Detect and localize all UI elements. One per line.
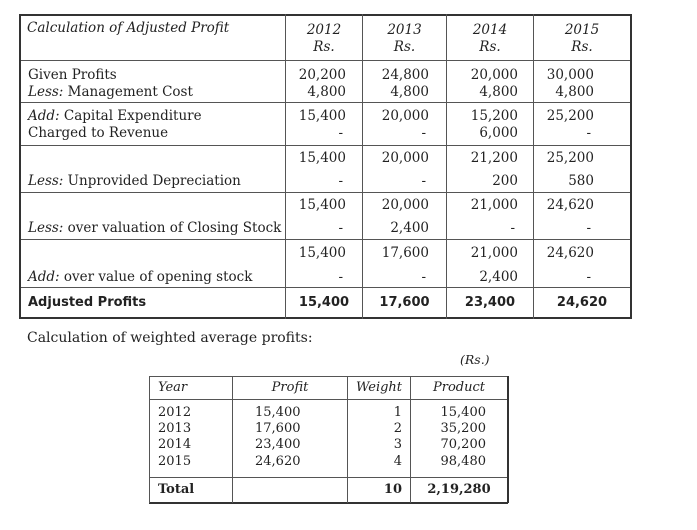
cell: - <box>586 269 591 285</box>
cell-product: 98,480 <box>440 454 486 469</box>
cell: 15,400 <box>298 295 350 310</box>
cell: 21,000 <box>470 245 518 261</box>
cell: 23,400 <box>464 295 516 310</box>
cell-weight: 4 <box>393 454 402 469</box>
cell: - <box>338 125 343 141</box>
cell: 24,620 <box>546 197 594 213</box>
row-label-charged-to-revenue: Charged to Revenue <box>28 125 169 141</box>
cell: 20,000 <box>470 67 518 83</box>
cell-year: 2014 <box>158 437 192 452</box>
cell: 15,400 <box>298 150 346 166</box>
row-label-capital-expenditure <box>28 108 202 124</box>
col-unit: Rs. <box>393 39 416 55</box>
cell: - <box>421 269 426 285</box>
cell-product: 35,200 <box>440 421 486 436</box>
cell-year: 2015 <box>158 454 192 469</box>
cell: 2,400 <box>479 269 518 285</box>
row-label-opening-stock <box>28 269 252 285</box>
col-unit: Rs. <box>313 39 335 55</box>
label-text: over valuation of Closing Stock <box>63 220 282 236</box>
cell-weight: 1 <box>393 405 402 420</box>
cell: 24,620 <box>556 295 608 310</box>
col-year-2012: 2012 <box>306 22 342 38</box>
row-label-unprovided-depreciation <box>28 173 241 189</box>
label-text: over value of opening stock <box>59 269 253 285</box>
cell: - <box>586 220 591 236</box>
cell: 4,800 <box>555 84 594 100</box>
total-label: Total <box>158 482 195 497</box>
total-product: 2,19,280 <box>427 482 491 497</box>
cell-year: 2012 <box>158 405 192 420</box>
row-label-management-cost <box>28 84 193 100</box>
total-weight: 10 <box>383 482 402 497</box>
cell: - <box>338 269 343 285</box>
table-title: Calculation of Adjusted Profit <box>27 20 230 36</box>
label-prefix: Less: <box>28 84 64 100</box>
cell: 200 <box>492 173 518 189</box>
label-text: Capital Expenditure <box>59 108 202 124</box>
cell: 6,000 <box>479 125 518 141</box>
cell: 30,000 <box>546 67 594 83</box>
cell-profit: 15,400 <box>255 405 301 420</box>
col-unit: Rs. <box>479 39 501 55</box>
col-header-year: Year <box>158 380 188 395</box>
cell: 20,000 <box>381 197 429 213</box>
cell: - <box>338 173 343 189</box>
cell: - <box>586 125 591 141</box>
cell: - <box>421 173 426 189</box>
cell: 17,600 <box>379 295 430 310</box>
row-label-given-profits: Given Profits <box>28 67 117 83</box>
cell-profit: 23,400 <box>255 437 301 452</box>
label-text: Unprovided Depreciation <box>63 173 241 189</box>
label-prefix: Less: <box>28 220 64 236</box>
col-year-2014: 2014 <box>472 22 508 38</box>
label-prefix: Add: <box>28 108 60 124</box>
weighted-unit-label: (Rs.) <box>460 352 490 367</box>
col-header-product: Product <box>433 380 485 395</box>
col-header-weight: Weight <box>355 380 403 395</box>
cell: 2,400 <box>390 220 429 236</box>
cell: - <box>421 125 426 141</box>
cell: 25,200 <box>546 108 594 124</box>
cell-profit: 17,600 <box>255 421 301 436</box>
cell: 15,400 <box>298 197 346 213</box>
cell-year: 2013 <box>158 421 192 436</box>
cell: 25,200 <box>546 150 594 166</box>
label-text: Management Cost <box>63 84 193 100</box>
row-label-closing-stock <box>28 220 281 236</box>
col-year-2015: 2015 <box>564 22 600 38</box>
cell: 4,800 <box>307 84 346 100</box>
cell: 15,400 <box>298 108 346 124</box>
cell: 15,200 <box>470 108 518 124</box>
cell: 24,800 <box>381 67 429 83</box>
label-prefix: Add: <box>28 269 60 285</box>
col-year-2013: 2013 <box>387 22 422 38</box>
cell: 17,600 <box>381 245 429 261</box>
col-unit: Rs. <box>571 39 593 55</box>
cell: 24,620 <box>546 245 594 261</box>
col-header-profit: Profit <box>271 380 309 395</box>
cell: 4,800 <box>479 84 518 100</box>
cell: 21,000 <box>470 197 518 213</box>
cell: 580 <box>568 173 594 189</box>
cell: 4,800 <box>390 84 429 100</box>
cell: 21,200 <box>470 150 518 166</box>
cell: 20,000 <box>381 150 429 166</box>
weighted-section-title: Calculation of weighted average profits: <box>27 330 313 346</box>
cell-weight: 3 <box>393 437 402 452</box>
cell-product: 70,200 <box>440 437 486 452</box>
cell: 15,400 <box>298 245 346 261</box>
cell: - <box>338 220 343 236</box>
cell-weight: 2 <box>393 421 402 436</box>
cell-profit: 24,620 <box>255 454 301 469</box>
cell-product: 15,400 <box>440 405 486 420</box>
row-label-adjusted-profits: Adjusted Profits <box>28 295 147 310</box>
cell: 20,000 <box>381 108 429 124</box>
cell: - <box>510 220 515 236</box>
cell: 20,200 <box>298 67 346 83</box>
label-prefix: Less: <box>28 173 64 189</box>
